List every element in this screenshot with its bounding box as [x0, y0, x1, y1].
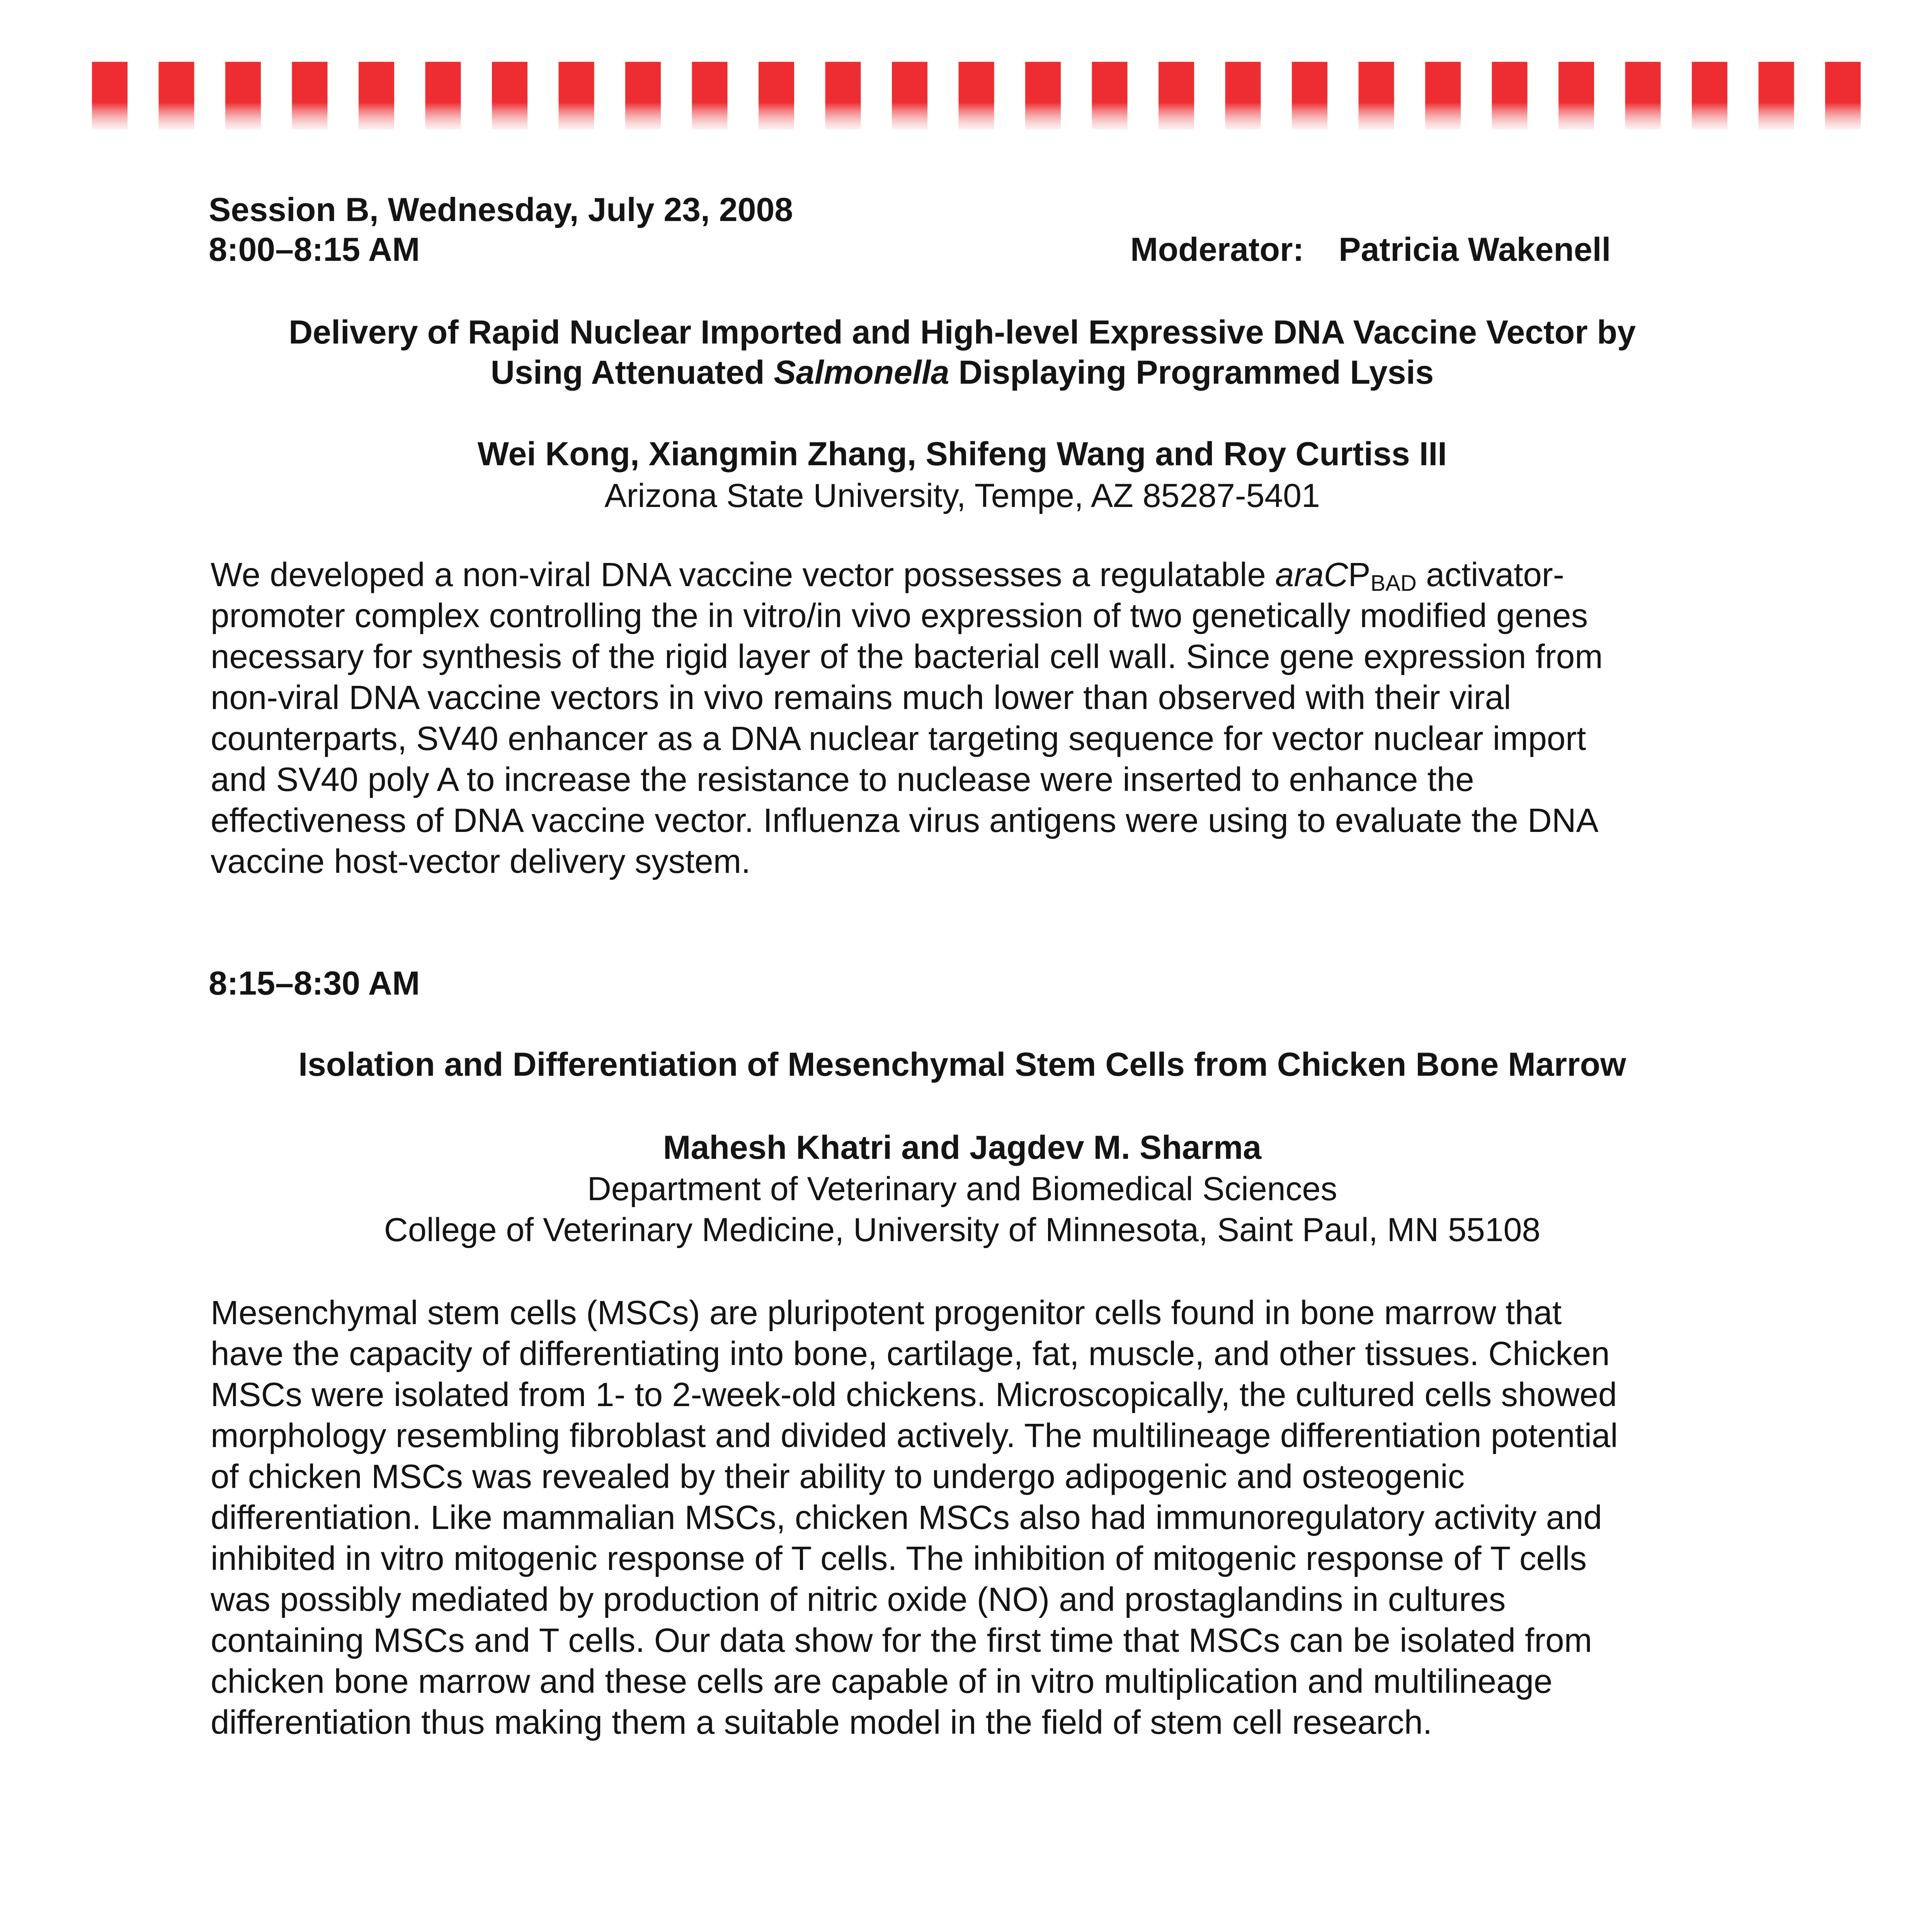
talk-2-affiliation-line: Department of Veterinary and Biomedical Sciences	[587, 1170, 1337, 1208]
stripe-block	[1625, 62, 1661, 129]
stripe-block	[1292, 62, 1327, 129]
talk-2-abstract-line: morphology resembling fibroblast and divided actively. The multilineage differentiation potential	[211, 1417, 1618, 1454]
stripe-block	[892, 62, 927, 129]
talk-2-title	[209, 1044, 1716, 1085]
talk-1-abstract-line: vaccine host-vector delivery system.	[211, 843, 751, 880]
talk-1-abstract-line: counterparts, SV40 enhancer as a DNA nuclear targeting sequence for vector nuclear import	[211, 720, 1586, 757]
talk-1-title-italic-genus: Salmonella	[774, 354, 949, 391]
talk-2-abstract-line: inhibited in vitro mitogenic response of T cells. The inhibition of mitogenic response of T cells	[211, 1540, 1587, 1577]
talk-1-abstract-line: and SV40 poly A to increase the resistance to nuclease were inserted to enhance the	[211, 761, 1474, 798]
talk-1-abstract-line: non-viral DNA vaccine vectors in vivo remains much lower than observed with their viral	[211, 679, 1511, 716]
talk-1-title-line-2-pre: Using Attenuated	[490, 354, 774, 391]
stripe-block	[492, 62, 527, 129]
moderator-name: Patricia Wakenell	[1339, 231, 1611, 268]
stripe-block	[625, 62, 661, 129]
talk-1-title	[209, 312, 1716, 393]
talk-2-affiliation	[209, 1168, 1716, 1250]
talk-2-time: 8:15–8:30 AM	[209, 965, 420, 1002]
talk-1-abstract-line: We developed a non-viral DNA vaccine vector possesses a regulatable araCP$_{BAD}$ activator-	[211, 556, 1564, 596]
talk-2-abstract-line: MSCs were isolated from 1- to 2-week-old chickens. Microscopically, the cultured cells showed	[211, 1376, 1617, 1413]
stripe-block	[1492, 62, 1528, 129]
stripe-block	[1425, 62, 1461, 129]
talk-2-affiliation-line: College of Veterinary Medicine, University of Minnesota, Saint Paul, MN 55108	[384, 1211, 1541, 1248]
stripe-block	[92, 62, 128, 129]
talk-2-abstract-line: of chicken MSCs was revealed by their ability to undergo adipogenic and osteogenic	[211, 1458, 1465, 1495]
talk-2-abstract-line: have the capacity of differentiating into bone, cartilage, fat, muscle, and other tissues. Chicken	[211, 1335, 1610, 1372]
stripe-block	[759, 62, 794, 129]
talk-2-abstract-line: differentiation thus making them a suitable model in the field of stem cell research.	[211, 1704, 1433, 1741]
talk-1-abstract-line: necessary for synthesis of the rigid layer of the bacterial cell wall. Since gene expression from	[211, 638, 1603, 675]
stripe-block	[1359, 62, 1394, 129]
talk-1-title-line-2-post: Displaying Programmed Lysis	[949, 354, 1434, 391]
promoter-subscript: BAD	[1370, 571, 1417, 596]
stripe-block	[1692, 62, 1727, 129]
stripe-block	[1759, 62, 1794, 129]
stripe-block	[159, 62, 194, 129]
talk-1-abstract-line: effectiveness of DNA vaccine vector. Influenza virus antigens were using to evaluate the DNA	[211, 802, 1599, 839]
talk-1-title-line-1: Delivery of Rapid Nuclear Imported and High-level Expressive DNA Vaccine Vector by	[289, 314, 1636, 351]
stripe-block	[1825, 62, 1861, 129]
stripe-block	[825, 62, 861, 129]
talk-2-abstract-line: was possibly mediated by production of nitric oxide (NO) and prostaglandins in cultures	[211, 1581, 1506, 1618]
talk-2-authors: Mahesh Khatri and Jagdev M. Sharma	[663, 1129, 1262, 1166]
stripe-block	[1092, 62, 1128, 129]
talk-2-abstract-line: Mesenchymal stem cells (MSCs) are pluripotent progenitor cells found in bone marrow that	[211, 1294, 1562, 1332]
talk-2-abstract	[211, 1293, 1718, 1743]
talk-1-affiliation-line: Arizona State University, Tempe, AZ 85287-5401	[604, 477, 1320, 514]
header-stripe-band	[0, 0, 1926, 131]
stripe-block	[959, 62, 994, 129]
moderator-label: Moderator:	[1130, 231, 1304, 268]
stripe-block	[425, 62, 461, 129]
talk-1-authors: Wei Kong, Xiangmin Zhang, Shifeng Wang and Roy Curtiss III	[477, 435, 1447, 473]
talk-2-title-line-1: Isolation and Differentiation of Mesenchymal Stem Cells from Chicken Bone Marrow	[298, 1046, 1626, 1083]
stripe-block	[1159, 62, 1194, 129]
moderator	[1130, 230, 1611, 269]
talk-2-abstract-line: containing MSCs and T cells. Our data show for the first time that MSCs can be isolated from	[211, 1622, 1593, 1659]
talk-2-abstract-line: differentiation. Like mammalian MSCs, chicken MSCs also had immunoregulatory activity and	[211, 1499, 1602, 1536]
gene-name-italic: araC	[1275, 556, 1348, 594]
talk-1-abstract-line: promoter complex controlling the in vitro/in vivo expression of two genetically modified genes	[211, 597, 1588, 634]
talk-1-title-line-2	[209, 352, 1716, 393]
stripe-block	[359, 62, 394, 129]
stripe-block	[292, 62, 328, 129]
stripe-block	[692, 62, 728, 129]
talk-1-time: 8:00–8:15 AM	[209, 231, 420, 268]
talk-1-abstract	[211, 554, 1718, 882]
stripe-block	[225, 62, 261, 129]
talk-1-affiliation	[209, 475, 1716, 516]
session-heading: Session B, Wednesday, July 23, 2008	[209, 191, 793, 228]
talk-2-abstract-line: chicken bone marrow and these cells are capable of in vitro multiplication and multilineage	[211, 1663, 1553, 1700]
stripe-block	[1558, 62, 1594, 129]
stripe-pattern	[0, 0, 1926, 131]
stripe-block	[1225, 62, 1261, 129]
stripe-block	[559, 62, 594, 129]
stripe-block	[1025, 62, 1061, 129]
